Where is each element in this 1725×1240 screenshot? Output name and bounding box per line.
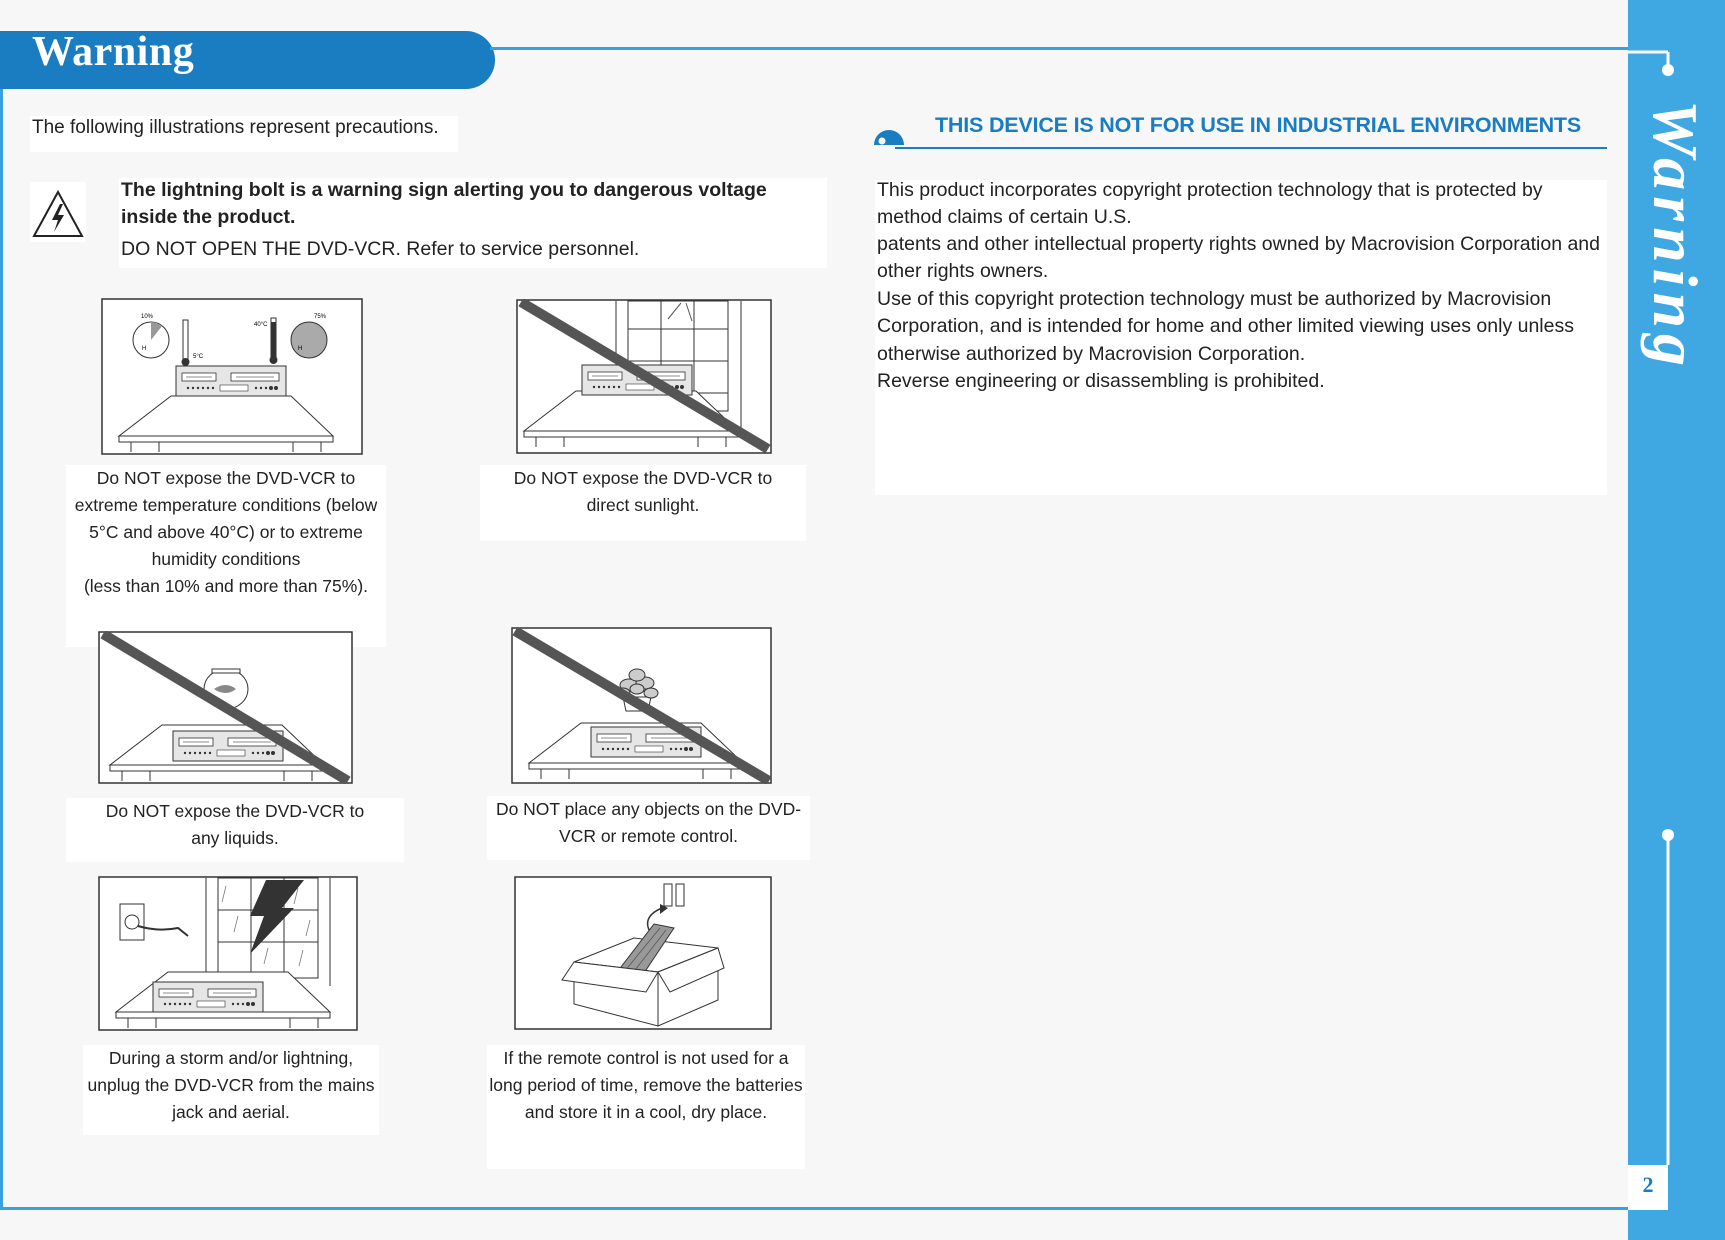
svg-text:40°C: 40°C	[254, 322, 268, 328]
sidebar-title	[1636, 100, 1718, 400]
svg-text:Warning: Warning	[1640, 100, 1711, 373]
temperature-illustration	[101, 298, 363, 455]
bottom-border	[0, 1207, 1630, 1210]
lightning-warning-triangle-icon	[30, 182, 86, 242]
svg-text:H: H	[142, 346, 147, 352]
left-border	[0, 89, 3, 1209]
section-heading-underline	[895, 147, 1607, 149]
copyright-paragraph-1: This product incorporates copyright protection technology that is protected by method claims of certain U.S.	[877, 179, 1543, 229]
caption-storm: During a storm and/or lightning, unplug the DVD-VCR from the mains jack and aerial.	[83, 1045, 379, 1135]
warning-text: DO NOT OPEN THE DVD-VCR. Refer to service personnel.	[121, 238, 640, 260]
caption-temperature: Do NOT expose the DVD-VCR to extreme temperature conditions (below 5°C and above 40°C) or to extreme humidity conditions (less than 10% and more than 75%).	[66, 465, 386, 647]
caption-objects: Do NOT place any objects on the DVD- VCR or remote control.	[487, 796, 810, 860]
warning-icon-box	[30, 182, 86, 242]
svg-text:H: H	[298, 346, 303, 352]
liquids-illustration	[98, 631, 353, 784]
heading-bullet-icon	[872, 119, 906, 147]
copyright-paragraph-4: Reverse engineering or disassembling is prohibited.	[877, 370, 1325, 392]
section-heading: THIS DEVICE IS NOT FOR USE IN INDUSTRIAL ENVIRONMENTS	[935, 113, 1582, 137]
svg-text:10%: 10%	[141, 314, 154, 320]
objects-illustration	[511, 627, 772, 784]
sunlight-illustration	[516, 299, 772, 454]
top-divider	[490, 47, 1628, 50]
page-title: Warning	[32, 29, 195, 75]
caption-batteries: If the remote control is not used for a long period of time, remove the batteries and store it in a cool, dry place.	[487, 1045, 805, 1169]
svg-text:5°C: 5°C	[193, 354, 204, 360]
intro-text: The following illustrations represent precautions.	[30, 116, 458, 152]
warning-heading: The lightning bolt is a warning sign alerting you to dangerous voltage inside the product.	[121, 179, 767, 228]
caption-liquids: Do NOT expose the DVD-VCR to any liquids.	[66, 798, 404, 862]
copyright-paragraph-2: patents and other intellectual property rights owned by Macrovision Corporation and other rights owners.	[877, 233, 1600, 283]
batteries-illustration	[514, 876, 772, 1030]
copyright-paragraph-3: Use of this copyright protection technology must be authorized by Macrovision Corporation, and is intended for home and other limited viewing uses only unless otherwise authorized by Macrovision Corporation.	[877, 288, 1574, 365]
page-number: 2	[1642, 1172, 1654, 1197]
storm-illustration	[98, 876, 358, 1031]
svg-text:75%: 75%	[314, 314, 327, 320]
caption-sunlight: Do NOT expose the DVD-VCR to direct sunlight.	[480, 465, 806, 541]
